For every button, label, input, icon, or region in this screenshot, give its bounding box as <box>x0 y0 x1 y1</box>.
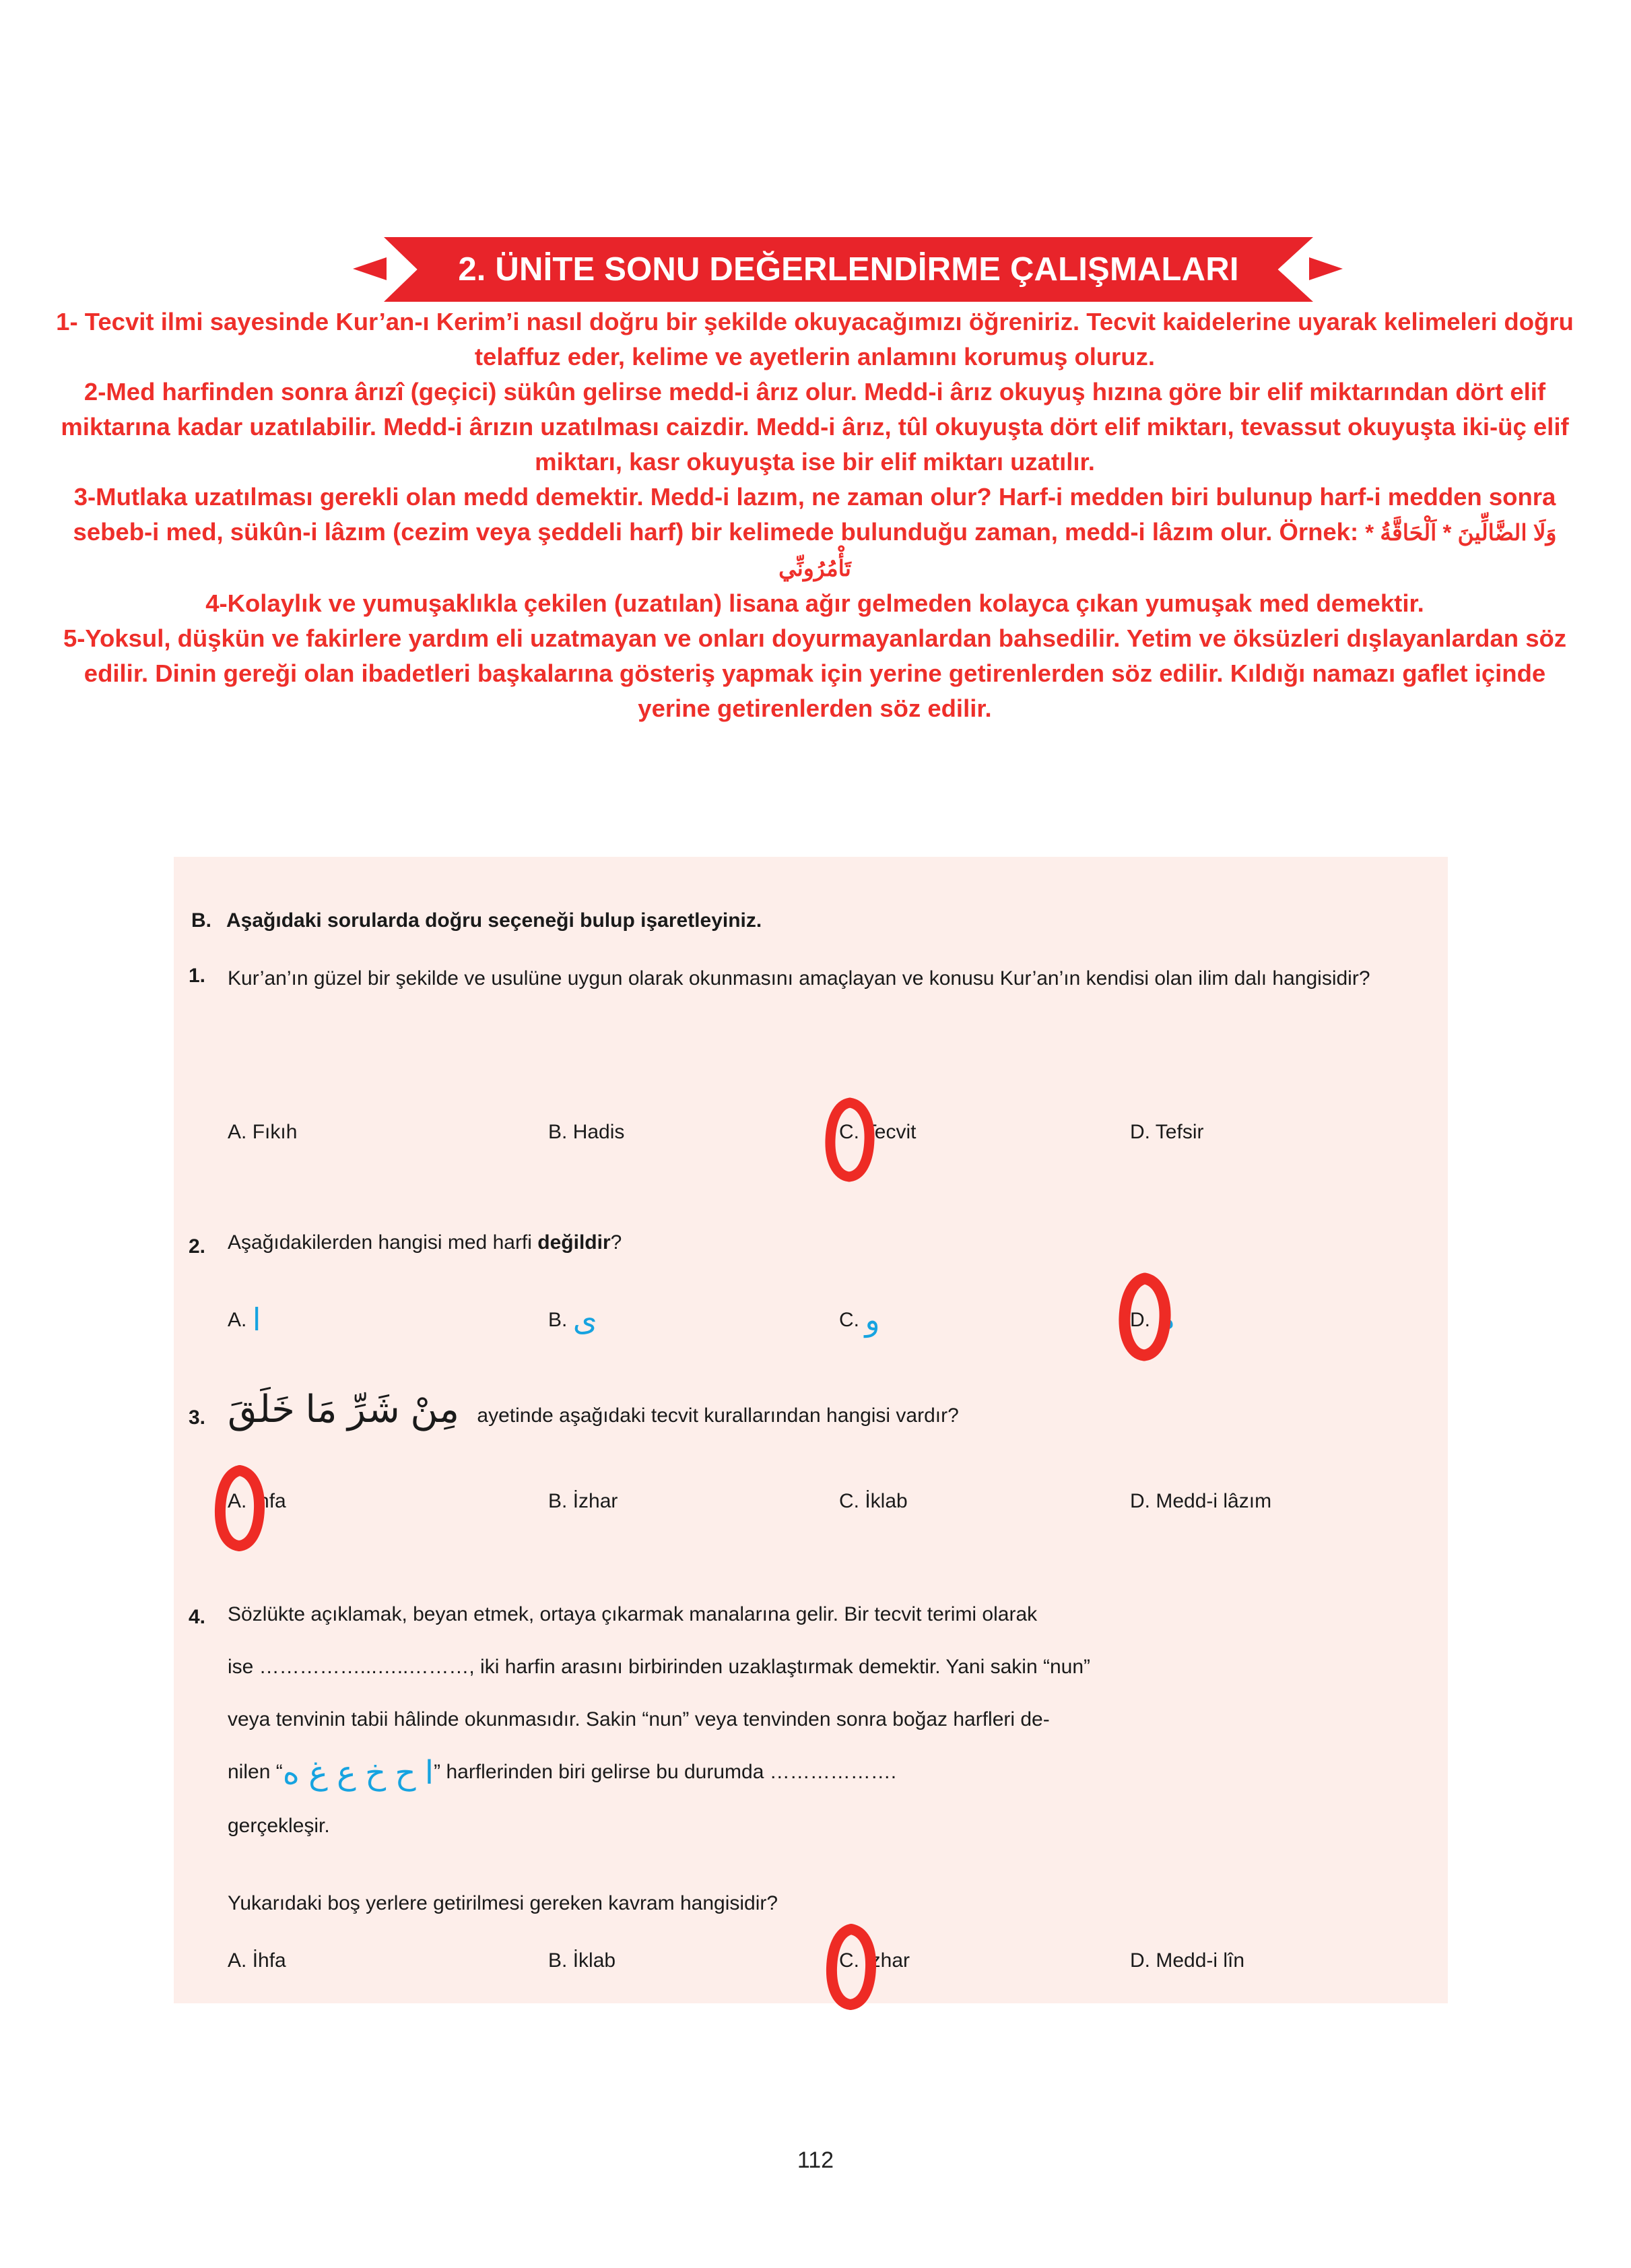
banner-tail-left-icon <box>353 257 387 280</box>
unit-banner <box>0 237 1631 304</box>
question-1-number: 1. <box>189 965 206 987</box>
question-3-option-b[interactable] <box>548 1490 618 1513</box>
question-4-text <box>228 1588 1413 1852</box>
question-4-line-4-pre: nilen “ <box>228 1761 283 1783</box>
question-2-text-post: ? <box>610 1231 622 1254</box>
question-4-line-4-post: ” harflerinden biri gelirse bu durumda ………………. <box>434 1761 897 1783</box>
question-2-option-c[interactable] <box>839 1301 880 1338</box>
option-label: Fıkıh <box>252 1121 298 1143</box>
questions-panel <box>174 857 1448 2003</box>
question-4-option-a[interactable] <box>228 1949 286 1972</box>
question-1-option-d[interactable] <box>1130 1121 1203 1144</box>
section-b-letter: B. <box>191 909 211 932</box>
option-label: İklab <box>865 1490 908 1512</box>
option-label: İhfa <box>252 1490 286 1512</box>
question-4-line-1: Sözlükte açıklamak, beyan etmek, ortaya çıkarmak manalarına gelir. Bir tecvit terimi olarak <box>228 1603 1038 1625</box>
option-label: Tefsir <box>1155 1121 1204 1143</box>
option-key: B. <box>548 1121 568 1143</box>
option-label: İhfa <box>252 1949 286 1972</box>
option-key: D. <box>1130 1309 1150 1331</box>
question-3 <box>174 1389 1448 1470</box>
option-arabic-letter: و <box>865 1302 880 1337</box>
option-label: İzhar <box>865 1949 910 1972</box>
question-4-line-2: ise ……………...…..………, iki harfin arasını birbirinden uzaklaştırmak demektir. Yani sakin “nun” <box>228 1656 1090 1678</box>
question-2-option-b[interactable] <box>548 1301 597 1338</box>
banner-title: 2. ÜNİTE SONU DEĞERLENDİRME ÇALIŞMALARI <box>458 251 1239 288</box>
question-4-options <box>228 1949 1433 1990</box>
question-4-line-3: veya tenvinin tabii hâlinde okunmasıdır. Sakin “nun” veya tenvinden sonra boğaz harfleri de- <box>228 1708 1050 1730</box>
option-label: Medd-i lâzım <box>1156 1490 1272 1512</box>
question-3-body <box>228 1389 1413 1436</box>
option-label: Medd-i lîn <box>1156 1949 1245 1972</box>
question-1-options <box>228 1121 1433 1161</box>
question-1-option-c[interactable] <box>839 1121 916 1144</box>
section-b-text: Aşağıdaki sorularda doğru seçeneği bulup işaretleyiniz. <box>226 909 762 932</box>
banner-tail-right-icon <box>1309 257 1343 280</box>
option-key: C. <box>839 1490 859 1512</box>
option-label: Tecvit <box>864 1121 917 1143</box>
question-2-option-d[interactable] <box>1130 1301 1175 1338</box>
option-key: A. <box>228 1121 247 1143</box>
option-arabic-letter: م <box>1156 1302 1175 1337</box>
option-arabic-letter: ا <box>252 1302 261 1337</box>
question-1 <box>174 965 1448 1126</box>
section-b-heading <box>191 909 762 932</box>
question-4-throat-letters: ا ح خ ع غ ه <box>282 1755 434 1791</box>
option-key: A. <box>228 1309 247 1331</box>
question-1-option-a[interactable] <box>228 1121 297 1144</box>
question-1-text: Kur’an’ın güzel bir şekilde ve usulüne uygun olarak okunmasını amaçlayan ve konusu Kur’an’ın kendisi olan ilim dalı hangisidir? <box>228 967 1370 990</box>
question-3-option-d[interactable] <box>1130 1490 1271 1513</box>
option-label: İklab <box>572 1949 616 1972</box>
question-3-options <box>228 1490 1433 1530</box>
option-key: B. <box>548 1309 568 1331</box>
question-2-number: 2. <box>189 1235 206 1258</box>
option-key: C. <box>839 1309 859 1331</box>
question-3-arabic-verse: مِنْ شَرِّ مَا خَلَقَ <box>228 1388 460 1430</box>
question-4-option-b[interactable] <box>548 1949 615 1972</box>
question-4 <box>174 1596 1448 1879</box>
intro-paragraph-3-text: 3-Mutlaka uzatılması gerekli olan medd demektir. Medd-i lazım, ne zaman olur? Harf-i medden biri bulunup harf-i medden sonra sebeb-i med, sükûn-i lâzım (cezim veya şeddeli harf) bir kelimede bulunduğu zaman, medd-i lâzım olur. Örnek: <box>73 483 1556 546</box>
option-key: B. <box>548 1949 568 1972</box>
option-key: D. <box>1130 1490 1150 1512</box>
answers-intro-block <box>54 304 1576 726</box>
option-key: D. <box>1130 1121 1150 1143</box>
question-2-text <box>228 1223 1413 1262</box>
option-key: C. <box>839 1121 859 1143</box>
intro-paragraph-1: 1- Tecvit ilmi sayesinde Kur’an-ı Kerim’i nasıl doğru bir şekilde okuyacağımızı öğreniriz. Tecvit kaidelerine uyarak kelimeleri doğru telaffuz eder, kelime ve ayetlerin anlamını korumuş oluruz. <box>56 308 1574 370</box>
question-2-option-a[interactable] <box>228 1301 261 1338</box>
question-4-line-5: gerçekleşir. <box>228 1815 330 1837</box>
option-key: A. <box>228 1490 247 1512</box>
option-label: Hadis <box>572 1121 625 1143</box>
option-key: C. <box>839 1949 859 1972</box>
question-4-number: 4. <box>189 1606 206 1628</box>
option-key: B. <box>548 1490 568 1512</box>
question-3-number: 3. <box>189 1406 206 1429</box>
question-3-option-c[interactable] <box>839 1490 908 1513</box>
question-2-text-pre: Aşağıdakilerden hangisi med harfi <box>228 1231 538 1254</box>
question-2 <box>174 1231 1448 1283</box>
question-4-option-c[interactable] <box>839 1949 910 1972</box>
page-number: 112 <box>797 2147 834 2173</box>
option-arabic-letter: ى <box>572 1302 597 1337</box>
option-key: A. <box>228 1949 247 1972</box>
question-3-text: ayetinde aşağıdaki tecvit kurallarından hangisi vardır? <box>477 1404 959 1427</box>
option-label: İzhar <box>572 1490 618 1512</box>
intro-paragraph-3 <box>54 480 1576 586</box>
question-1-option-b[interactable] <box>548 1121 624 1144</box>
intro-paragraph-2: 2-Med harfinden sonra ârızî (geçici) sükûn gelirse medd-i ârız olur. Medd-i ârız okuyuş hızına göre bir elif miktarından dört elif miktarına kadar uzatılabilir. Medd-i ârızın uzatılması caizdir. Medd-i ârız, tûl okuyuşta dört elif miktarı, tevassut okuyuşta iki-üç elif miktarı, kasr okuyuşta ise bir elif miktarı uzatılır. <box>61 378 1569 476</box>
question-3-option-a[interactable] <box>228 1490 286 1513</box>
intro-paragraph-3-arabic-example: وَلَا الضَّالِّينَ * اَلْحَاقَّةُ * تَأْمُرُونِّي <box>778 520 1557 581</box>
question-4-option-d[interactable] <box>1130 1949 1244 1972</box>
intro-paragraph-4: 4-Kolaylık ve yumuşaklıkla çekilen (uzatılan) lisana ağır gelmeden kolayca çıkan yumuşak med demektir. <box>205 589 1424 617</box>
intro-paragraph-5: 5-Yoksul, düşkün ve fakirlere yardım eli uzatmayan ve onları doyurmayanlardan bahsedilir. Yetim ve öksüzleri dışlayanlardan söz edilir. Dinin gereği olan ibadetleri başkalarına gösteriş yapmak için yerine getirenlerden söz edilir. Kıldığı namazı gaflet içinde yerine getirenlerden söz edilir. <box>63 624 1567 722</box>
question-2-options <box>228 1301 1433 1355</box>
question-2-text-bold: değildir <box>537 1231 611 1254</box>
question-4-line-4 <box>228 1746 1413 1800</box>
option-key: D. <box>1130 1949 1150 1972</box>
question-4-prompt: Yukarıdaki boş yerlere getirilmesi gereken kavram hangisidir? <box>228 1892 778 1914</box>
